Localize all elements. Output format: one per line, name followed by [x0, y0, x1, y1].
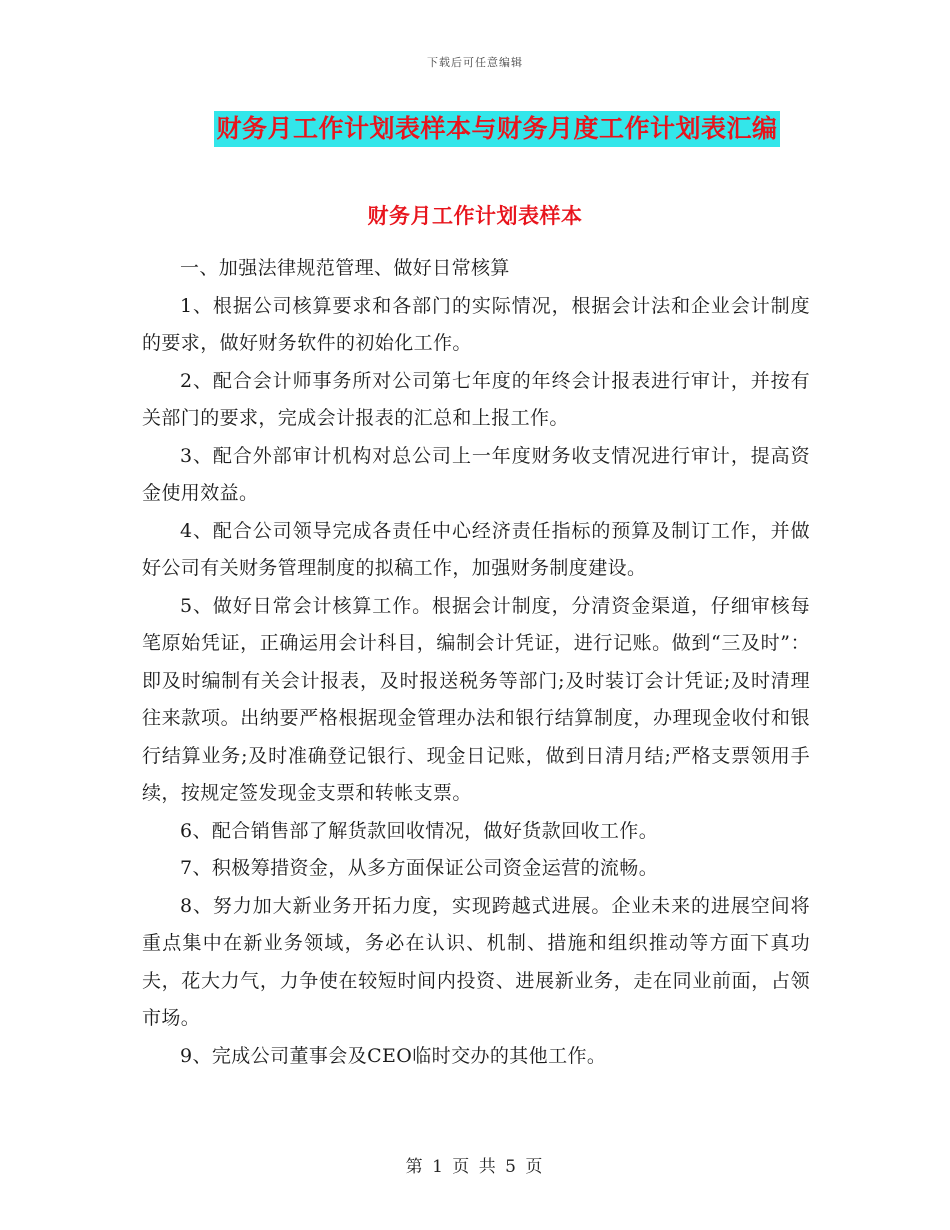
page-number-footer: 第 1 页 共 5 页 [405, 1157, 545, 1177]
section-heading: 一、加强法律规范管理、做好日常核算 [180, 257, 510, 279]
paragraph-item-3: 3、配合外部审计机构对总公司上一年度财务收支情况进行审计，提高资金使用效益。 [142, 444, 810, 504]
paragraph-item-9: 9、完成公司董事会及CEO临时交办的其他工作。 [180, 1044, 607, 1067]
paragraph-item-2: 2、配合会计师事务所对公司第七年度的年终会计报表进行审计，并按有关部门的要求，完成会计报表的汇总和上报工作。 [142, 369, 810, 429]
section-title: 财务月工作计划表样本 [367, 204, 583, 228]
main-title-container [0, 111, 950, 147]
paragraph-item-1: 1、根据公司核算要求和各部门的实际情况，根据会计法和企业会计制度的要求，做好财务软件的初始化工作。 [142, 294, 810, 354]
paragraph-item-7: 7、积极筹措资金，从多方面保证公司资金运营的流畅。 [180, 857, 659, 879]
body-text [142, 250, 810, 1075]
main-title: 财务月工作计划表样本与财务月度工作计划表汇编 [214, 111, 779, 147]
paragraph-item-6: 6、配合销售部了解货款回收情况，做好货款回收工作。 [180, 819, 659, 842]
header-note: 下载后可任意编辑 [427, 56, 523, 69]
paragraph-item-5: 5、做好日常会计核算工作。根据会计制度，分清资金渠道，仔细审核每笔原始凭证，正确运用会计科目，编制会计凭证，进行记账。做到“三及时”：即及时编制有关会计报表，及时报送税务等部门;及时装订会计凭证;及时清理往来款项。出纳要严格根据现金管理办法和银行结算制度，办理现金收付和银行结算业务;及时准确登记银行、现金日记账，做到日清月结;严格支票领用手续，按规定签发现金支票和转帐支票。 [142, 594, 810, 804]
paragraph-item-8: 8、努力加大新业务开拓力度，实现跨越式进展。企业未来的进展空间将重点集中在新业务领域，务必在认识、机制、措施和组织推动等方面下真功夫，花大力气，力争使在较短时间内投资、进展新业务，走在同业前面，占领市场。 [142, 894, 810, 1029]
paragraph-item-4: 4、配合公司领导完成各责任中心经济责任指标的预算及制订工作，并做好公司有关财务管理制度的拟稿工作，加强财务制度建设。 [142, 519, 810, 579]
